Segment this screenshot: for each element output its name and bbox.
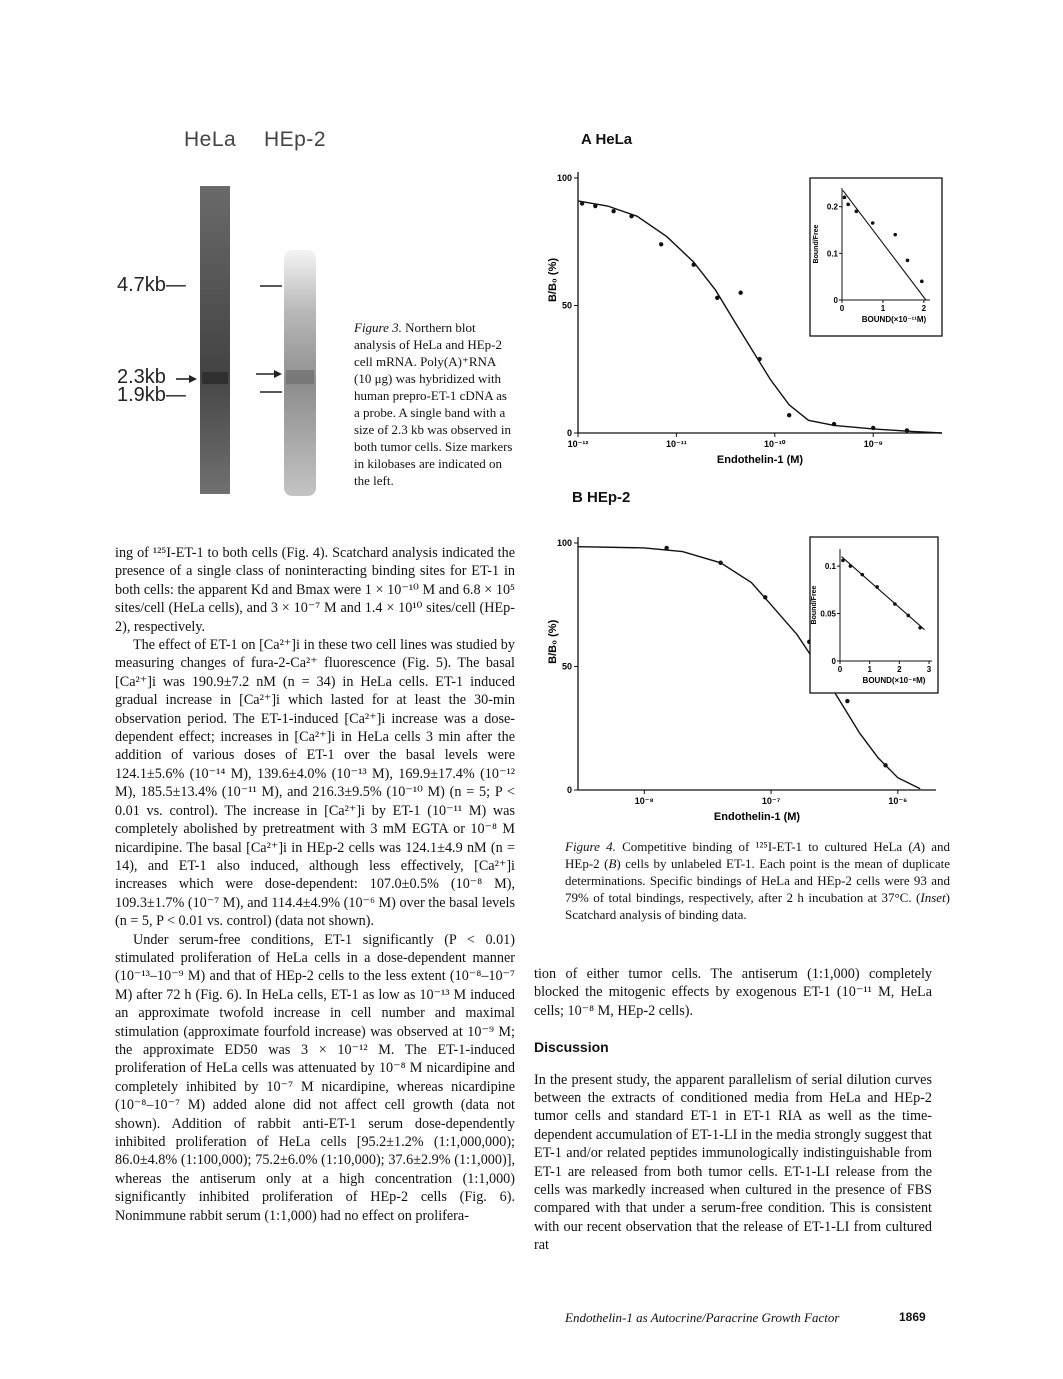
data-point	[692, 263, 696, 267]
inset-data-point	[846, 203, 850, 207]
lane-label-hep2: HEp-2	[264, 128, 327, 151]
inset-data-point	[906, 259, 910, 263]
data-point	[629, 214, 633, 218]
inset-y-tick-label: 0.1	[824, 562, 836, 572]
x-tick-label: 10⁻¹¹	[666, 439, 687, 449]
paragraph: In the present study, the apparent parallelism of serial dilution curves between the extracts of conditioned media from HeLa and HEp-2 tumor cells and standard ET-1 in ET-1 RIA as well as the time-dependent accumulation of ET-1-LI in the media strongly suggest that ET-1 and/or related peptides immunologically indistinguishable from ET-1 are released from both tumor cells. ET-1-LI release from the cells was markedly increased when cultured in the presence of FBS compared with that under a serum-free condition. This is consistent with our recent observation that the release of ET-1-LI from cultured rat	[534, 1071, 932, 1254]
y-tick-label: 50	[561, 300, 572, 311]
figure-4-caption-part-3: ) cells by unlabeled ET-1. Each point is the mean of duplicate determinations. Specific bindings of HeLa and HEp-2 cells were 93 and 79% of total bindings, respectively, after 2 h incubation at 37°C. (	[565, 856, 950, 905]
y-tick-label: 50	[561, 661, 572, 672]
data-point	[580, 201, 584, 205]
y-tick-label: 100	[556, 173, 572, 183]
inset-x-tick-label: 2	[897, 665, 902, 674]
inset-data-point	[918, 626, 922, 630]
data-point	[738, 291, 742, 295]
marker-4-7kb: 4.7kb—	[117, 274, 186, 296]
figure-4-caption-a: A	[912, 839, 921, 854]
inset-data-point	[841, 559, 845, 563]
panel-a-title: A HeLa	[581, 131, 633, 148]
inset-data-point	[849, 564, 853, 568]
data-point	[787, 413, 791, 417]
chart-a-hela	[530, 160, 950, 480]
paragraph: tion of either tumor cells. The antiserum (1:1,000) completely blocked the mitogenic effects by exogenous ET-1 (10⁻¹¹ M, HeLa cells; 10⁻⁸ M, HEp-2 cells).	[534, 966, 932, 1019]
paragraph: ing of ¹²⁵I-ET-1 to both cells (Fig. 4). Scatchard analysis indicated the presence of a single class of noninteracting binding sites for ET-1 in both cells: the apparent Kd and Bmax were 1 × 10⁻¹⁰ M and 6.8 × 10⁵ sites/cell (HeLa cells), and 3 × 10⁻⁷ M and 1.4 × 10¹⁰ sites/cell (HEp-2), respectively.	[115, 545, 515, 635]
inset-data-point	[860, 573, 864, 577]
y-tick-label: 0	[566, 428, 572, 438]
section-heading-discussion: Discussion	[534, 1039, 609, 1056]
marker-2-3kb: 2.3kb	[117, 366, 166, 388]
paragraph: The effect of ET-1 on [Ca²⁺]i in these two cell lines was studied by measuring changes of fura-2-Ca²⁺ fluorescence (Fig. 5). The basal [Ca²⁺]i was 190.9±7.2 nM (n = 34) in HeLa cells. ET-1 induced gradual increase in [Ca²⁺]i which lasted for at least the 30-min observation period. The ET-1-induced [Ca²⁺]i increase was a dose-dependent effect; increases in [Ca²⁺]i in HeLa cells 3 min after the addition of various doses of ET-1 over the basal levels were 124.1±5.6% (10⁻¹⁴ M), 139.6±4.0% (10⁻¹³ M), 169.9±17.4% (10⁻¹² M), 185.5±13.4% (10⁻¹¹ M), and 216.3±9.5% (10⁻¹⁰ M) (n = 5; P < 0.01 vs. control). The increase in [Ca²⁺]i by ET-1 (10⁻¹¹ M) was completely abolished by pretreatment with 3 mM EGTA or 10⁻⁸ M nicardipine. The basal [Ca²⁺]i in HEp-2 cells was 124.1±4.9 nM (n = 14), and ET-1 also induced, although less effectively, [Ca²⁺]i increases which were dose-dependent: 107.0±0.5% (10⁻⁸ M), 109.3±1.7% (10⁻⁷ M), and 114.4±4.9% (10⁻⁶ M) over the basal levels (n = 5, P < 0.01 vs. control) (data not shown).	[115, 637, 515, 930]
inset-data-point	[920, 280, 924, 284]
inset-data-point	[871, 221, 875, 225]
data-point	[659, 242, 663, 246]
y-axis-title: B/B₀ (%)	[547, 619, 559, 664]
inset-y-tick-label: 0	[833, 296, 838, 305]
inset-x-tick-label: 1	[867, 665, 872, 674]
figure-4-label: Figure 4.	[565, 839, 616, 854]
inset-data-point	[855, 210, 859, 214]
data-point	[763, 595, 767, 599]
blot-band-hep2	[286, 370, 314, 384]
x-tick-label: 10⁻¹²	[567, 439, 589, 449]
x-tick-label: 10⁻⁸	[634, 796, 654, 806]
data-point	[664, 546, 668, 550]
figure-4-caption-part-4: ) Scatchard analysis of binding data.	[565, 890, 950, 922]
inset-x-tick-label: 2	[921, 304, 927, 313]
data-point	[845, 699, 849, 703]
figure-4-caption-b: B	[608, 856, 617, 871]
data-point	[611, 209, 615, 213]
inset-y-axis-title: Bound/Free	[813, 224, 820, 264]
data-point	[832, 422, 836, 426]
inset-y-tick-label: 0.2	[826, 202, 838, 212]
x-tick-label: 10⁻⁶	[888, 796, 908, 806]
inset-data-point	[906, 614, 910, 618]
inset-data-point	[843, 196, 847, 200]
figure-4-caption-part-2: ) and HEp-2 (	[565, 839, 951, 871]
blot-band-hela	[202, 372, 228, 384]
y-axis-title: B/B₀ (%)	[547, 257, 559, 303]
inset-y-tick-label: 0.05	[820, 609, 836, 619]
right-text-column	[534, 965, 932, 1255]
figure-4-caption-inset: Inset	[920, 890, 946, 905]
data-point	[905, 428, 909, 432]
arrow-icon	[274, 370, 282, 378]
hep2-marker-ticks	[254, 280, 288, 400]
x-axis-title: Endothelin-1 (M)	[713, 811, 801, 823]
page-number: 1869	[899, 1310, 926, 1324]
inset-x-tick-label: 3	[926, 665, 932, 674]
inset-x-tick-label: 0	[839, 304, 845, 313]
panel-b-title: B HEp-2	[572, 489, 631, 506]
inset-y-tick-label: 0.1	[826, 249, 838, 259]
inset-x-axis-title: BOUND(×10⁻¹¹M)	[861, 315, 927, 324]
figure-3-caption-text: Northern blot analysis of HeLa and HEp-2 cell mRNA. Poly(A)⁺RNA (10 μg) was hybridized with human prepro-ET-1 cDNA as a probe. A single band with a size of 2.3 kb was observed in both tumor cells. Size markers in kilobases are indicated on the left.	[354, 320, 513, 488]
left-text-column	[115, 544, 515, 1225]
inset-x-tick-label: 0	[837, 665, 843, 674]
inset-data-point	[875, 585, 879, 589]
data-point	[718, 561, 722, 565]
figure-3-label: Figure 3.	[354, 320, 402, 335]
inset-y-tick-label: 0	[831, 657, 836, 666]
y-tick-label: 0	[566, 785, 572, 795]
figure-4-caption-part-1: Competitive binding of ¹²⁵I-ET-1 to cultured HeLa (	[622, 839, 913, 854]
figure-3-caption	[354, 319, 514, 489]
x-tick-label: 10⁻⁷	[761, 796, 781, 806]
inset-x-axis-title: BOUND(×10⁻⁸M)	[862, 676, 926, 685]
figure-4-caption	[565, 838, 950, 923]
data-point	[715, 296, 719, 300]
x-axis-title: Endothelin-1 (M)	[716, 454, 804, 466]
data-point	[883, 763, 887, 767]
lane-label-hela: HeLa	[184, 128, 237, 151]
x-tick-label: 10⁻⁹	[863, 439, 883, 449]
inset-y-axis-title: Bound/Free	[811, 585, 818, 625]
data-point	[757, 357, 761, 361]
inset-data-point	[893, 602, 897, 606]
running-title: Endothelin-1 as Autocrine/Paracrine Growth Factor	[565, 1310, 840, 1325]
paragraph: Under serum-free conditions, ET-1 significantly (P < 0.01) stimulated proliferation of HeLa cells in a dose-dependent manner (10⁻¹³–10⁻⁹ M) and that of HEp-2 cells to the less extent (10⁻⁸–10⁻⁷ M) after 72 h (Fig. 6). In HeLa cells, ET-1 as low as 10⁻¹³ M induced an approximate twofold increase in cell number and maximal stimulation (approximate fourfold increase) was observed at 10⁻⁹ M; the approximate ED50 was 3 × 10⁻¹² M. The ET-1-induced proliferation of HeLa cells was attenuated by 10⁻⁸ M nicardipine and completely inhibited by 10⁻⁷ M nicardipine, whereas nicardipine (10⁻⁸–10⁻⁷ M) added alone did not affect cell growth (data not shown). Addition of rabbit anti-ET-1 serum dose-dependently inhibited proliferation of HeLa cells [95.2±1.2% (1:1,000,000); 86.0±4.8% (1:100,000); 75.2±6.0% (1:10,000); 37.6±2.9% (1:1,000)], whereas the antiserum only at a high concentration (1:1,000) significantly inhibited proliferation of HEp-2 cells (Fig. 6). Nonimmune rabbit serum (1:1,000) had no effect on prolifera-	[115, 931, 515, 1224]
inset-data-point	[893, 233, 897, 237]
data-point	[593, 204, 597, 208]
inset-x-tick-label: 1	[880, 304, 886, 313]
y-tick-label: 100	[556, 538, 572, 548]
x-tick-label: 10⁻¹⁰	[763, 439, 786, 449]
blot-lane-hela	[200, 186, 230, 494]
data-point	[871, 426, 875, 430]
chart-b-hep2	[530, 525, 950, 835]
marker-arrow-icon	[176, 374, 198, 384]
marker-1-9kb: 1.9kb—	[117, 384, 186, 406]
